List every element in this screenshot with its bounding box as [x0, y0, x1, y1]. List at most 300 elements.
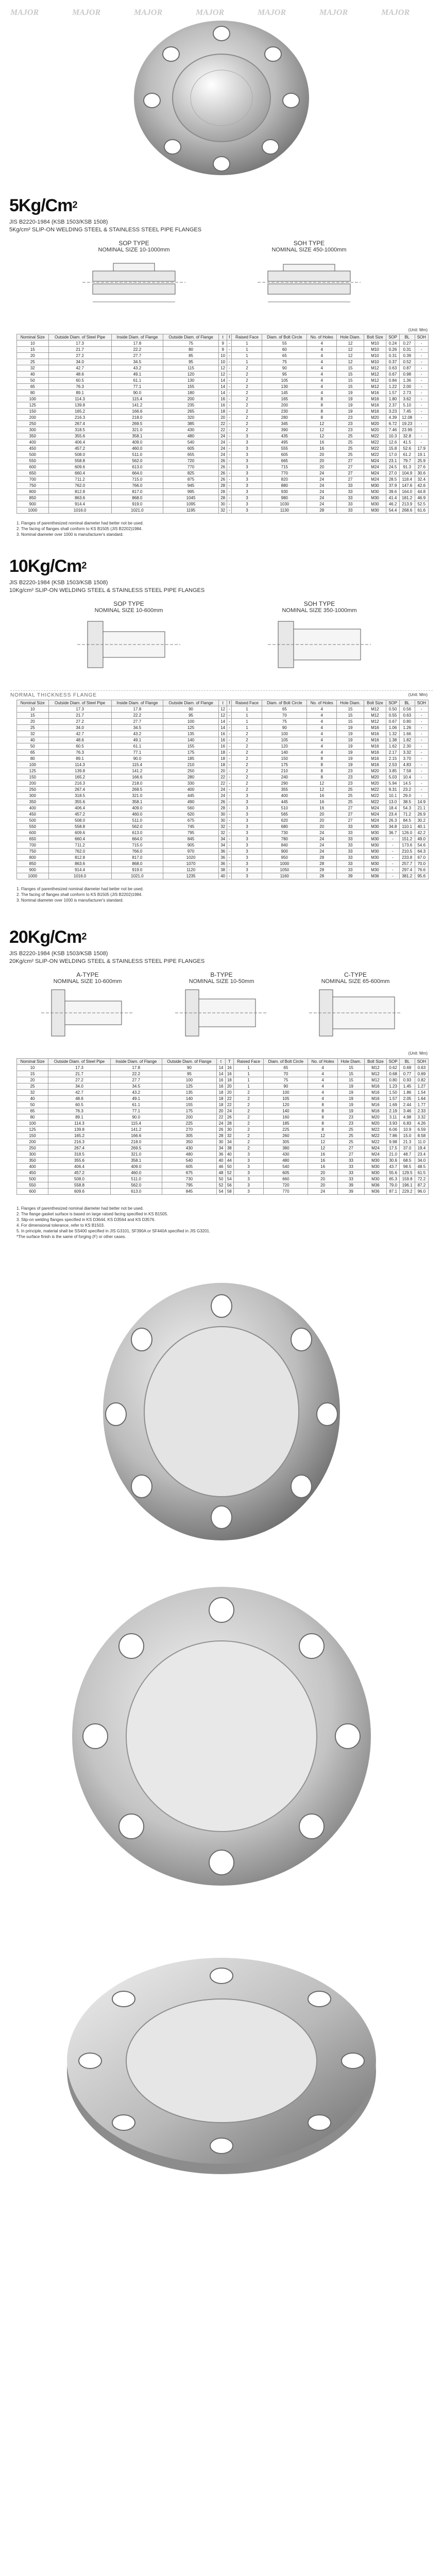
table-cell: 19	[337, 409, 364, 415]
table-row	[17, 396, 429, 402]
table-cell: 900	[262, 849, 307, 855]
table-cell: -	[227, 737, 232, 743]
table-cell: 510	[262, 805, 307, 811]
table-cell: 15	[337, 1065, 364, 1071]
table-cell: 3	[232, 861, 262, 867]
table-cell: 2	[233, 1096, 263, 1102]
table-cell: 24	[307, 501, 337, 507]
table-cell: 1	[232, 713, 262, 719]
spec-table-20k	[16, 1058, 429, 1195]
column-header: Raised Face	[232, 334, 262, 341]
notes-5k	[16, 520, 429, 537]
table-cell: M12	[364, 365, 386, 371]
table-cell: 140	[163, 737, 219, 743]
table-cell: M30	[364, 867, 386, 873]
table-cell: M16	[364, 762, 386, 768]
table-cell: 25	[337, 1127, 364, 1133]
column-header: Outside Diam. of Steel Pipe	[48, 700, 111, 706]
column-header: Outside Diam. of Flange	[163, 334, 219, 341]
table-cell: 48.6	[48, 737, 111, 743]
table-cell: 2.73	[399, 390, 415, 396]
table-row	[17, 842, 429, 849]
table-cell: 620	[262, 818, 307, 824]
table-cell: -	[227, 427, 232, 433]
table-cell: -	[227, 799, 232, 805]
table-cell: 795	[162, 1182, 217, 1189]
column-header: Hole Diam.	[337, 700, 364, 706]
table-cell: 46.9	[415, 495, 428, 501]
table-cell: -	[415, 439, 428, 446]
table-cell: 720	[264, 1182, 308, 1189]
table-cell: 200	[163, 396, 219, 402]
table-cell: 55	[262, 341, 307, 347]
c-type-drawing-icon	[299, 985, 412, 1041]
table-row	[17, 1071, 429, 1077]
table-cell: 4.83	[399, 762, 415, 768]
table-cell: -	[415, 409, 428, 415]
table-cell: 8	[307, 756, 337, 762]
table-cell: 406.4	[48, 439, 111, 446]
table-cell: 38	[218, 867, 227, 873]
column-header: Raised Face	[232, 700, 262, 706]
table-cell: 8	[308, 1108, 337, 1114]
table-cell: 3	[232, 836, 262, 842]
table-cell: M16	[364, 725, 386, 731]
table-cell: 19	[337, 1090, 364, 1096]
table-cell: 225	[162, 1121, 217, 1127]
table-row	[17, 1090, 429, 1096]
table-cell: 1095	[163, 501, 219, 507]
table-cell: 175	[162, 1108, 217, 1114]
table-cell: 460.0	[111, 811, 163, 818]
table-cell: 41.5	[399, 439, 415, 446]
table-cell: -	[227, 756, 232, 762]
table-cell: 33	[337, 483, 364, 489]
table-cell: 44.8	[415, 489, 428, 495]
table-cell: 508.0	[48, 452, 111, 458]
table-cell: 46.2	[386, 501, 400, 507]
table-cell: 43.7	[386, 1164, 400, 1170]
table-cell: -	[386, 867, 400, 873]
column-header: Inside Diam. of Flange	[111, 334, 163, 341]
table-cell: 105	[262, 378, 307, 384]
table-cell: 26	[218, 477, 227, 483]
table-cell: 905	[163, 842, 219, 849]
table-cell: M22	[364, 446, 386, 452]
table-cell: 34	[218, 836, 227, 842]
table-cell: 1.23	[386, 1083, 400, 1090]
table-cell: 10	[218, 353, 227, 359]
table-cell: 18	[218, 762, 227, 768]
drawing-title: C-TYPE	[344, 971, 367, 978]
table-cell: 20	[225, 1090, 233, 1096]
table-cell: 7.86	[386, 1133, 400, 1139]
table-row	[17, 1158, 429, 1164]
table-cell: 48.6	[48, 371, 111, 378]
table-cell: 49.1	[110, 1096, 162, 1102]
table-row	[17, 1139, 429, 1145]
table-cell: M10	[364, 353, 386, 359]
table-cell: 25.9	[415, 458, 428, 464]
table-cell: 33	[337, 849, 364, 855]
table-cell: 875	[163, 477, 219, 483]
table-cell: 15	[337, 706, 364, 713]
drawing-title: SOP TYPE	[118, 240, 149, 247]
table-cell: 34.0	[48, 359, 111, 365]
table-cell: -	[415, 762, 428, 768]
table-cell: 120	[262, 743, 307, 750]
table-cell: 18	[217, 1096, 225, 1102]
table-cell: 40	[225, 1151, 233, 1158]
table-cell: 9.98	[386, 1139, 400, 1145]
table-cell: -	[415, 341, 428, 347]
table-cell: M22	[364, 787, 386, 793]
table-cell: 1.22	[386, 384, 400, 390]
drawing-title: SOP TYPE	[113, 600, 144, 607]
table-cell: 150	[262, 756, 307, 762]
column-header: BL	[400, 1059, 415, 1065]
table-row	[17, 706, 429, 713]
note: *The surface finish is the same of forging (F) or other cases.	[16, 1234, 126, 1239]
table-row	[17, 818, 429, 824]
watermark-logo: MAJOR	[319, 8, 348, 17]
watermark-logo: MAJOR	[10, 8, 39, 17]
table-cell: 3.46	[400, 1108, 415, 1114]
table-cell: 850	[17, 861, 49, 867]
table-cell: 105	[262, 737, 307, 743]
table-cell: 2	[232, 743, 262, 750]
column-header: Inside Diam. of Flange	[110, 1059, 162, 1065]
table-cell: 18	[225, 1077, 233, 1083]
table-cell: 17.3	[48, 1065, 111, 1071]
table-cell: 68.5	[400, 1158, 415, 1164]
table-cell: 25	[337, 787, 364, 793]
table-row	[17, 830, 429, 836]
table-cell: 7.58	[399, 768, 415, 774]
table-cell: 196.1	[400, 1182, 415, 1189]
table-cell: 235	[163, 402, 219, 409]
table-cell: -	[227, 713, 232, 719]
table-cell: 3	[233, 1176, 263, 1182]
table-cell: 3	[232, 464, 262, 470]
table-cell: -	[227, 818, 232, 824]
table-cell: 34.8	[386, 824, 400, 830]
table-cell: 165.2	[48, 774, 111, 781]
table-cell: 460.0	[110, 1170, 162, 1176]
table-cell: 14	[218, 390, 227, 396]
table-cell: 267.4	[48, 1145, 111, 1151]
table-cell: 30	[225, 1127, 233, 1133]
table-cell: 270	[162, 1127, 217, 1133]
table-cell: 15	[17, 1071, 48, 1077]
table-cell: 3	[233, 1170, 263, 1176]
table-cell: -	[227, 452, 232, 458]
table-cell: -	[227, 725, 232, 731]
table-cell: 409.0	[110, 1164, 162, 1170]
table-cell: 28	[218, 483, 227, 489]
table-cell: 613.0	[111, 830, 163, 836]
table-cell: 32	[218, 824, 227, 830]
drawing-title: SOH TYPE	[293, 240, 325, 247]
table-cell: 457.2	[48, 811, 111, 818]
table-cell: 250	[17, 787, 49, 793]
table-cell: 77.1	[110, 1108, 162, 1114]
table-row	[17, 1145, 429, 1151]
table-cell: M24	[364, 477, 386, 483]
table-cell: M16	[364, 1090, 386, 1096]
table-cell: 3	[233, 1164, 263, 1170]
table-cell: 12	[308, 1133, 337, 1139]
table-cell: 24	[218, 446, 227, 452]
table-row	[17, 501, 429, 507]
table-cell: M24	[364, 464, 386, 470]
table-cell: 90.0	[110, 1114, 162, 1121]
table-cell: 0.62	[386, 1065, 400, 1071]
table-cell: M36	[364, 1189, 386, 1195]
table-cell: 1.50	[386, 1090, 400, 1096]
table-cell: 660	[264, 1176, 308, 1182]
table-cell: 24	[307, 483, 337, 489]
table-cell: 17.3	[48, 706, 111, 713]
table-cell: 330	[163, 781, 219, 787]
table-cell: 318.5	[48, 1151, 111, 1158]
table-cell: 40	[217, 1158, 225, 1164]
table-cell: 16	[307, 446, 337, 452]
table-cell: 90	[264, 1083, 308, 1090]
table-cell: 562.0	[111, 458, 163, 464]
table-cell: M20	[364, 781, 386, 787]
table-cell: 850	[17, 495, 49, 501]
table-cell: 24	[307, 470, 337, 477]
table-cell: M30	[364, 483, 386, 489]
table-cell: 30.6	[386, 1158, 400, 1164]
table-cell: 3.70	[399, 756, 415, 762]
table-cell: 12	[308, 1139, 337, 1145]
table-cell: 139.8	[48, 1127, 111, 1133]
divider	[10, 690, 433, 691]
table-cell: 450	[17, 811, 49, 818]
table-cell: 28	[218, 805, 227, 811]
table-cell: 210	[262, 768, 307, 774]
table-cell: 20	[307, 458, 337, 464]
table-cell: 140	[262, 750, 307, 756]
table-cell: 175	[262, 762, 307, 768]
table-cell: 54	[217, 1189, 225, 1195]
table-cell: 30	[218, 818, 227, 824]
table-cell: 33	[337, 1158, 364, 1164]
table-cell: 33	[337, 830, 364, 836]
table-cell: 135	[163, 731, 219, 737]
table-cell: 34.0	[48, 1083, 111, 1090]
table-cell: 40	[17, 371, 49, 378]
table-cell: 130	[262, 384, 307, 390]
table-cell: 0.69	[400, 1065, 415, 1071]
table-cell: 750	[17, 483, 49, 489]
table-cell: -	[227, 781, 232, 787]
drawing-size: NOMINAL SIZE 10-600mm	[94, 607, 163, 614]
table-cell: 2	[232, 756, 262, 762]
table-cell: -	[227, 762, 232, 768]
column-header: Diam. of Bolt Circle	[264, 1059, 308, 1065]
table-cell: M16	[364, 750, 386, 756]
table-cell: 15	[17, 713, 49, 719]
table-cell: 1000	[262, 861, 307, 867]
table-cell: -	[227, 359, 232, 365]
table-cell: 160	[264, 1114, 308, 1121]
table-cell: 80	[17, 1114, 48, 1121]
table-row	[17, 1164, 429, 1170]
table-cell: -	[415, 359, 428, 365]
drawing-title: B-TYPE	[210, 971, 233, 978]
table-cell: 33	[337, 855, 364, 861]
table-cell: 20	[308, 1176, 337, 1182]
table-cell: 12	[307, 421, 337, 427]
column-header: Hole Diam.	[337, 334, 364, 341]
table-cell: 550	[17, 824, 49, 830]
table-cell: -	[227, 842, 232, 849]
table-cell: M16	[364, 1083, 386, 1090]
table-cell: 14	[217, 1065, 225, 1071]
table-cell: 355	[262, 787, 307, 793]
table-cell: 52.6	[399, 446, 415, 452]
table-cell: 27	[337, 1151, 364, 1158]
table-cell: 14	[218, 384, 227, 390]
table-cell: 8	[308, 1127, 337, 1133]
table-row	[17, 1127, 429, 1133]
table-cell: 125	[17, 768, 49, 774]
table-cell: 25	[337, 439, 364, 446]
table-cell: 3.32	[399, 750, 415, 756]
table-cell: 26.3	[386, 818, 400, 824]
table-cell: 139.8	[48, 768, 111, 774]
table-cell: -	[227, 811, 232, 818]
table-cell: -	[415, 768, 428, 774]
table-cell: 200	[262, 402, 307, 409]
table-cell: 36.7	[386, 830, 400, 836]
table-cell: M22	[364, 1127, 386, 1133]
table-cell: 3	[232, 507, 262, 514]
table-cell: 5.03	[386, 774, 400, 781]
table-cell: 8	[307, 396, 337, 402]
table-cell: 4	[308, 1077, 337, 1083]
table-cell: -	[415, 353, 428, 359]
table-cell: 100	[17, 762, 49, 768]
table-cell: 12	[337, 347, 364, 353]
table-cell: 22	[218, 781, 227, 787]
table-cell: 2	[232, 762, 262, 768]
table-cell: 24.5	[386, 464, 400, 470]
table-cell: 3.62	[399, 396, 415, 402]
table-cell: 675	[162, 1170, 217, 1176]
table-cell: 27.2	[48, 1077, 111, 1083]
table-cell: -	[227, 365, 232, 371]
table-cell: 36	[218, 855, 227, 861]
table-row	[17, 365, 429, 371]
table-cell: 100	[163, 719, 219, 725]
table-cell: 750	[17, 849, 49, 855]
table-cell: 0.31	[386, 353, 400, 359]
table-cell: 25	[337, 452, 364, 458]
table-cell: -	[415, 737, 428, 743]
column-header: t	[217, 1059, 225, 1065]
table-cell: 16	[218, 396, 227, 402]
table-cell: 17.0	[386, 452, 400, 458]
table-cell: 21.0	[386, 1151, 400, 1158]
table-cell: -	[415, 415, 428, 421]
table-header-row	[17, 700, 429, 706]
table-cell: 664.0	[111, 836, 163, 842]
notes-20k	[16, 1206, 429, 1240]
table-cell: 36	[217, 1151, 225, 1158]
table-cell: 23.4	[415, 1151, 428, 1158]
table-cell: 20	[17, 353, 49, 359]
table-cell: 914.4	[48, 501, 111, 507]
table-cell: 129.5	[400, 1170, 415, 1176]
spec-table-5k	[16, 334, 429, 514]
table-cell: M30	[364, 507, 386, 514]
table-cell: 155	[163, 743, 219, 750]
table-cell: 2.37	[386, 402, 400, 409]
table-cell: 8	[307, 415, 337, 421]
table-cell: 30	[218, 811, 227, 818]
table-cell: -	[227, 439, 232, 446]
table-cell: 75	[264, 1077, 308, 1083]
table-cell: 8	[307, 409, 337, 415]
table-cell: 24	[307, 489, 337, 495]
table-cell: 24	[307, 830, 337, 836]
table-cell: 87.2	[415, 1182, 428, 1189]
drawing-soh-5k	[252, 240, 366, 311]
table-cell: 400	[163, 787, 219, 793]
table-cell: 104.9	[399, 470, 415, 477]
column-header: No. of Holes	[308, 1059, 337, 1065]
table-row	[17, 1176, 429, 1182]
table-cell: 4.26	[415, 1121, 428, 1127]
table-cell: 58	[225, 1189, 233, 1195]
table-row	[17, 433, 429, 439]
table-cell: 1.69	[386, 1102, 400, 1108]
table-cell: 8	[307, 762, 337, 768]
table-cell: 800	[17, 855, 49, 861]
table-cell: 26	[218, 799, 227, 805]
table-cell: -	[227, 805, 232, 811]
table-cell: 141.2	[111, 768, 163, 774]
table-cell: 1.57	[386, 1096, 400, 1102]
table-cell: 39	[337, 1189, 364, 1195]
table-cell: 200	[17, 415, 49, 421]
table-cell: 480	[162, 1151, 217, 1158]
drawing-sop-10k	[67, 600, 191, 677]
table-cell: 22	[218, 774, 227, 781]
table-row	[17, 1096, 429, 1102]
table-cell: 40	[218, 873, 227, 879]
table-cell: 914.4	[48, 867, 111, 873]
table-cell: -	[386, 873, 400, 879]
table-cell: 25	[17, 1083, 48, 1090]
table-row	[17, 353, 429, 359]
table-cell: 23	[337, 774, 364, 781]
table-cell: 23	[337, 768, 364, 774]
title-text: 5Kg/Cm	[9, 196, 73, 215]
table-row	[17, 1102, 429, 1108]
table-cell: 4.98	[400, 1114, 415, 1121]
table-row	[17, 1114, 429, 1121]
table-cell: 4	[307, 384, 337, 390]
table-cell: 457.2	[48, 1170, 111, 1176]
table-cell: 355.6	[48, 799, 111, 805]
column-header: f	[227, 334, 232, 341]
table-cell: M16	[364, 1108, 386, 1114]
